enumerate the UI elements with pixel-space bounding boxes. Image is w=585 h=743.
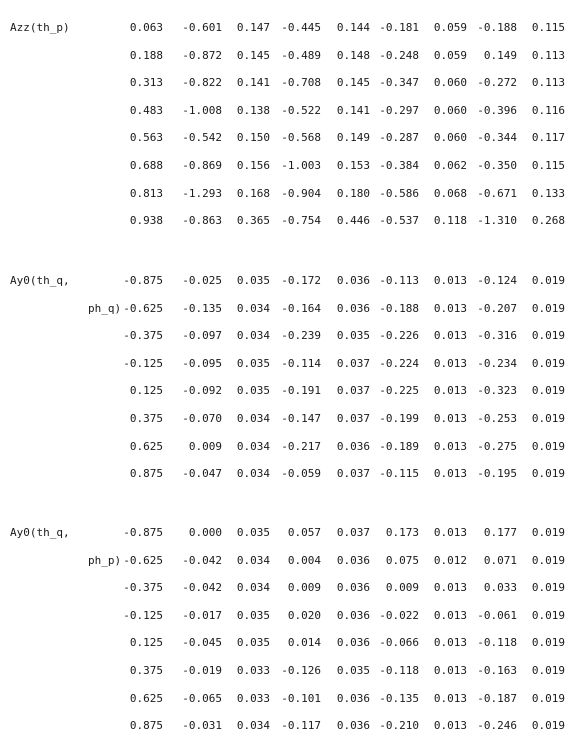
table-row [0, 384, 585, 398]
table-cell: -0.181 [379, 21, 419, 34]
table-cell: 0.563 [129, 131, 163, 144]
table-cell: 0.013 [433, 274, 467, 287]
table-cell: 0.133 [531, 187, 565, 200]
table-cell: 0.177 [483, 526, 517, 539]
table-cell: -0.625 [123, 554, 163, 567]
table-cell: -0.904 [281, 187, 321, 200]
table-row [0, 104, 585, 118]
section-label: Ay0(th_q, [10, 274, 70, 287]
table-cell: 0.180 [336, 187, 370, 200]
table-cell: -0.344 [477, 131, 517, 144]
table-cell: -0.537 [379, 214, 419, 227]
section-label-continued: ph_p) [88, 554, 122, 567]
table-row [0, 636, 585, 650]
table-cell: 0.113 [531, 76, 565, 89]
table-cell: -0.042 [182, 581, 222, 594]
table-cell: -0.601 [182, 21, 222, 34]
table-cell: -0.875 [123, 526, 163, 539]
table-row [0, 187, 585, 201]
table-cell: 0.034 [236, 467, 270, 480]
table-cell: 0.068 [433, 187, 467, 200]
table-cell: -0.059 [281, 467, 321, 480]
table-cell: -0.875 [123, 274, 163, 287]
table-cell: -0.297 [379, 104, 419, 117]
table-cell: 0.149 [336, 131, 370, 144]
table-cell: -0.031 [182, 719, 222, 732]
table-cell: 0.035 [236, 609, 270, 622]
table-cell: 0.188 [129, 49, 163, 62]
table-cell: 0.483 [129, 104, 163, 117]
table-cell: -0.347 [379, 76, 419, 89]
table-cell: 0.059 [433, 21, 467, 34]
table-row [0, 440, 585, 454]
table-cell: 0.013 [433, 719, 467, 732]
table-cell: 0.013 [433, 664, 467, 677]
table-cell: 0.013 [433, 467, 467, 480]
table-cell: 0.113 [531, 49, 565, 62]
table-cell: 0.938 [129, 214, 163, 227]
table-cell: 0.145 [236, 49, 270, 62]
table-cell: 0.020 [287, 609, 321, 622]
table-cell: -0.754 [281, 214, 321, 227]
table-cell: -0.017 [182, 609, 222, 622]
table-cell: -0.489 [281, 49, 321, 62]
table-cell: 0.153 [336, 159, 370, 172]
table-row [0, 581, 585, 595]
table-cell: -0.445 [281, 21, 321, 34]
table-cell: -0.217 [281, 440, 321, 453]
table-cell: -0.248 [379, 49, 419, 62]
table-cell: -0.586 [379, 187, 419, 200]
table-cell: 0.019 [531, 357, 565, 370]
table-cell: -0.234 [477, 357, 517, 370]
table-cell: 0.035 [236, 526, 270, 539]
table-cell: 0.033 [483, 581, 517, 594]
table-cell: 0.446 [336, 214, 370, 227]
table-cell: 0.019 [531, 384, 565, 397]
table-cell: 0.688 [129, 159, 163, 172]
table-cell: 0.036 [336, 692, 370, 705]
table-cell: 0.034 [236, 581, 270, 594]
table-cell: -0.226 [379, 329, 419, 342]
table-cell: -0.124 [477, 274, 517, 287]
table-cell: 0.125 [129, 636, 163, 649]
table-cell: 0.034 [236, 412, 270, 425]
table-cell: 0.036 [336, 274, 370, 287]
table-cell: 0.875 [129, 467, 163, 480]
table-cell: 0.034 [236, 302, 270, 315]
table-cell: 0.375 [129, 664, 163, 677]
table-cell: -0.172 [281, 274, 321, 287]
table-cell: -0.246 [477, 719, 517, 732]
table-cell: -0.114 [281, 357, 321, 370]
table-cell: -0.065 [182, 692, 222, 705]
table-cell: 0.037 [336, 467, 370, 480]
table-cell: 0.168 [236, 187, 270, 200]
table-cell: 0.116 [531, 104, 565, 117]
table-cell: -0.384 [379, 159, 419, 172]
table-cell: -0.568 [281, 131, 321, 144]
table-cell: -0.135 [379, 692, 419, 705]
table-cell: 0.375 [129, 412, 163, 425]
table-cell: 0.036 [336, 440, 370, 453]
table-cell: -0.207 [477, 302, 517, 315]
table-cell: -0.022 [379, 609, 419, 622]
table-cell: 0.035 [336, 329, 370, 342]
table-row [0, 526, 585, 540]
table-cell: 0.036 [336, 302, 370, 315]
table-cell: 0.035 [236, 357, 270, 370]
table-row [0, 692, 585, 706]
table-cell: 0.075 [385, 554, 419, 567]
table-cell: 0.118 [433, 214, 467, 227]
table-cell: 0.034 [236, 719, 270, 732]
table-cell: 0.036 [336, 554, 370, 567]
table-cell: 0.148 [336, 49, 370, 62]
table-cell: -0.061 [477, 609, 517, 622]
table-cell: 0.035 [236, 636, 270, 649]
table-row [0, 609, 585, 623]
table-cell: -1.293 [182, 187, 222, 200]
table-cell: 0.014 [287, 636, 321, 649]
table-row [0, 357, 585, 371]
table-cell: 0.013 [433, 636, 467, 649]
table-cell: 0.060 [433, 76, 467, 89]
table-cell: 0.019 [531, 440, 565, 453]
table-cell: -0.239 [281, 329, 321, 342]
table-cell: -0.350 [477, 159, 517, 172]
table-cell: 0.060 [433, 131, 467, 144]
table-cell: 0.019 [531, 719, 565, 732]
table-cell: 0.057 [287, 526, 321, 539]
table-cell: 0.313 [129, 76, 163, 89]
table-cell: -0.323 [477, 384, 517, 397]
table-cell: 0.036 [336, 581, 370, 594]
table-row [0, 467, 585, 481]
section-label: Azz(th_p) [10, 21, 70, 34]
table-cell: 0.813 [129, 187, 163, 200]
table-cell: 0.115 [531, 159, 565, 172]
table-cell: -0.187 [477, 692, 517, 705]
table-cell: -0.118 [379, 664, 419, 677]
table-cell: -0.225 [379, 384, 419, 397]
table-cell: 0.875 [129, 719, 163, 732]
table-cell: 0.059 [433, 49, 467, 62]
table-cell: 0.115 [531, 21, 565, 34]
table-cell: 0.141 [236, 76, 270, 89]
table-cell: -0.542 [182, 131, 222, 144]
table-cell: 0.009 [385, 581, 419, 594]
table-cell: -0.115 [379, 467, 419, 480]
table-cell: 0.009 [287, 581, 321, 594]
table-cell: -0.135 [182, 302, 222, 315]
table-cell: 0.625 [129, 440, 163, 453]
table-cell: 0.019 [531, 526, 565, 539]
table-cell: 0.013 [433, 357, 467, 370]
table-cell: -0.375 [123, 581, 163, 594]
table-cell: -0.097 [182, 329, 222, 342]
table-cell: 0.012 [433, 554, 467, 567]
table-cell: -0.025 [182, 274, 222, 287]
table-cell: -0.224 [379, 357, 419, 370]
section-label-continued: ph_q) [88, 302, 122, 315]
table-cell: 0.034 [236, 440, 270, 453]
table-cell: 0.035 [236, 274, 270, 287]
table-row [0, 554, 585, 568]
table-cell: -0.092 [182, 384, 222, 397]
table-cell: -0.126 [281, 664, 321, 677]
table-cell: -0.287 [379, 131, 419, 144]
table-cell: 0.117 [531, 131, 565, 144]
table-cell: -0.822 [182, 76, 222, 89]
table-row [0, 664, 585, 678]
table-row [0, 412, 585, 426]
table-cell: 0.125 [129, 384, 163, 397]
table-cell: 0.036 [336, 636, 370, 649]
table-cell: 0.037 [336, 384, 370, 397]
table-cell: 0.033 [236, 664, 270, 677]
table-cell: -0.066 [379, 636, 419, 649]
table-row [0, 131, 585, 145]
table-cell: -1.003 [281, 159, 321, 172]
table-cell: -0.125 [123, 609, 163, 622]
table-cell: 0.365 [236, 214, 270, 227]
table-cell: 0.036 [336, 719, 370, 732]
table-cell: 0.019 [531, 302, 565, 315]
table-cell: -0.188 [379, 302, 419, 315]
table-cell: 0.062 [433, 159, 467, 172]
table-cell: 0.035 [336, 664, 370, 677]
table-cell: -0.188 [477, 21, 517, 34]
table-cell: -0.275 [477, 440, 517, 453]
table-cell: -0.396 [477, 104, 517, 117]
table-cell: 0.034 [236, 554, 270, 567]
table-cell: -0.125 [123, 357, 163, 370]
table-row [0, 329, 585, 343]
table-cell: -0.210 [379, 719, 419, 732]
table-row [0, 76, 585, 90]
table-cell: 0.268 [531, 214, 565, 227]
table-row [0, 49, 585, 63]
table-cell: 0.019 [531, 467, 565, 480]
table-row [0, 214, 585, 228]
table-cell: -0.101 [281, 692, 321, 705]
table-cell: 0.149 [483, 49, 517, 62]
table-cell: -0.375 [123, 329, 163, 342]
table-cell: 0.013 [433, 302, 467, 315]
table-cell: 0.013 [433, 609, 467, 622]
table-cell: -0.195 [477, 467, 517, 480]
table-cell: 0.144 [336, 21, 370, 34]
table-cell: -0.019 [182, 664, 222, 677]
table-row [0, 302, 585, 316]
table-cell: -0.070 [182, 412, 222, 425]
table-cell: 0.013 [433, 440, 467, 453]
table-cell: 0.013 [433, 412, 467, 425]
table-cell: 0.004 [287, 554, 321, 567]
table-cell: 0.060 [433, 104, 467, 117]
table-row [0, 159, 585, 173]
table-cell: 0.156 [236, 159, 270, 172]
table-cell: 0.147 [236, 21, 270, 34]
table-cell: 0.033 [236, 692, 270, 705]
table-cell: 0.019 [531, 609, 565, 622]
table-cell: 0.013 [433, 329, 467, 342]
table-cell: 0.019 [531, 692, 565, 705]
table-row [0, 719, 585, 733]
table-cell: -0.164 [281, 302, 321, 315]
table-cell: 0.037 [336, 357, 370, 370]
table-cell: -0.042 [182, 554, 222, 567]
table-cell: 0.173 [385, 526, 419, 539]
table-cell: 0.019 [531, 412, 565, 425]
table-cell: -0.272 [477, 76, 517, 89]
table-row [0, 21, 585, 35]
table-cell: -0.253 [477, 412, 517, 425]
table-cell: 0.019 [531, 636, 565, 649]
table-cell: 0.625 [129, 692, 163, 705]
table-cell: -0.191 [281, 384, 321, 397]
table-cell: -0.625 [123, 302, 163, 315]
table-cell: 0.141 [336, 104, 370, 117]
table-cell: 0.036 [336, 609, 370, 622]
table-cell: 0.013 [433, 384, 467, 397]
table-cell: 0.019 [531, 329, 565, 342]
table-cell: 0.063 [129, 21, 163, 34]
table-cell: 0.035 [236, 384, 270, 397]
table-cell: 0.019 [531, 274, 565, 287]
table-cell: -0.095 [182, 357, 222, 370]
table-cell: 0.034 [236, 329, 270, 342]
table-cell: -0.708 [281, 76, 321, 89]
table-cell: -1.310 [477, 214, 517, 227]
table-cell: -0.872 [182, 49, 222, 62]
table-cell: 0.019 [531, 664, 565, 677]
table-cell: 0.019 [531, 581, 565, 594]
table-cell: 0.145 [336, 76, 370, 89]
table-cell: -0.163 [477, 664, 517, 677]
table-cell: 0.009 [188, 440, 222, 453]
table-cell: -0.869 [182, 159, 222, 172]
table-cell: -0.117 [281, 719, 321, 732]
table-cell: -0.199 [379, 412, 419, 425]
table-cell: 0.013 [433, 581, 467, 594]
table-cell: 0.000 [188, 526, 222, 539]
table-cell: 0.013 [433, 692, 467, 705]
table-cell: 0.013 [433, 526, 467, 539]
table-cell: 0.150 [236, 131, 270, 144]
table-cell: -0.045 [182, 636, 222, 649]
table-cell: -0.316 [477, 329, 517, 342]
table-cell: -0.118 [477, 636, 517, 649]
table-cell: -0.047 [182, 467, 222, 480]
table-row [0, 274, 585, 288]
table-cell: 0.071 [483, 554, 517, 567]
table-cell: 0.138 [236, 104, 270, 117]
section-label: Ay0(th_q, [10, 526, 70, 539]
table-cell: -0.522 [281, 104, 321, 117]
table-cell: -0.113 [379, 274, 419, 287]
table-cell: -1.008 [182, 104, 222, 117]
table-cell: -0.863 [182, 214, 222, 227]
table-cell: 0.037 [336, 412, 370, 425]
table-cell: 0.037 [336, 526, 370, 539]
table-cell: -0.147 [281, 412, 321, 425]
table-cell: 0.019 [531, 554, 565, 567]
table-cell: -0.671 [477, 187, 517, 200]
table-cell: -0.189 [379, 440, 419, 453]
